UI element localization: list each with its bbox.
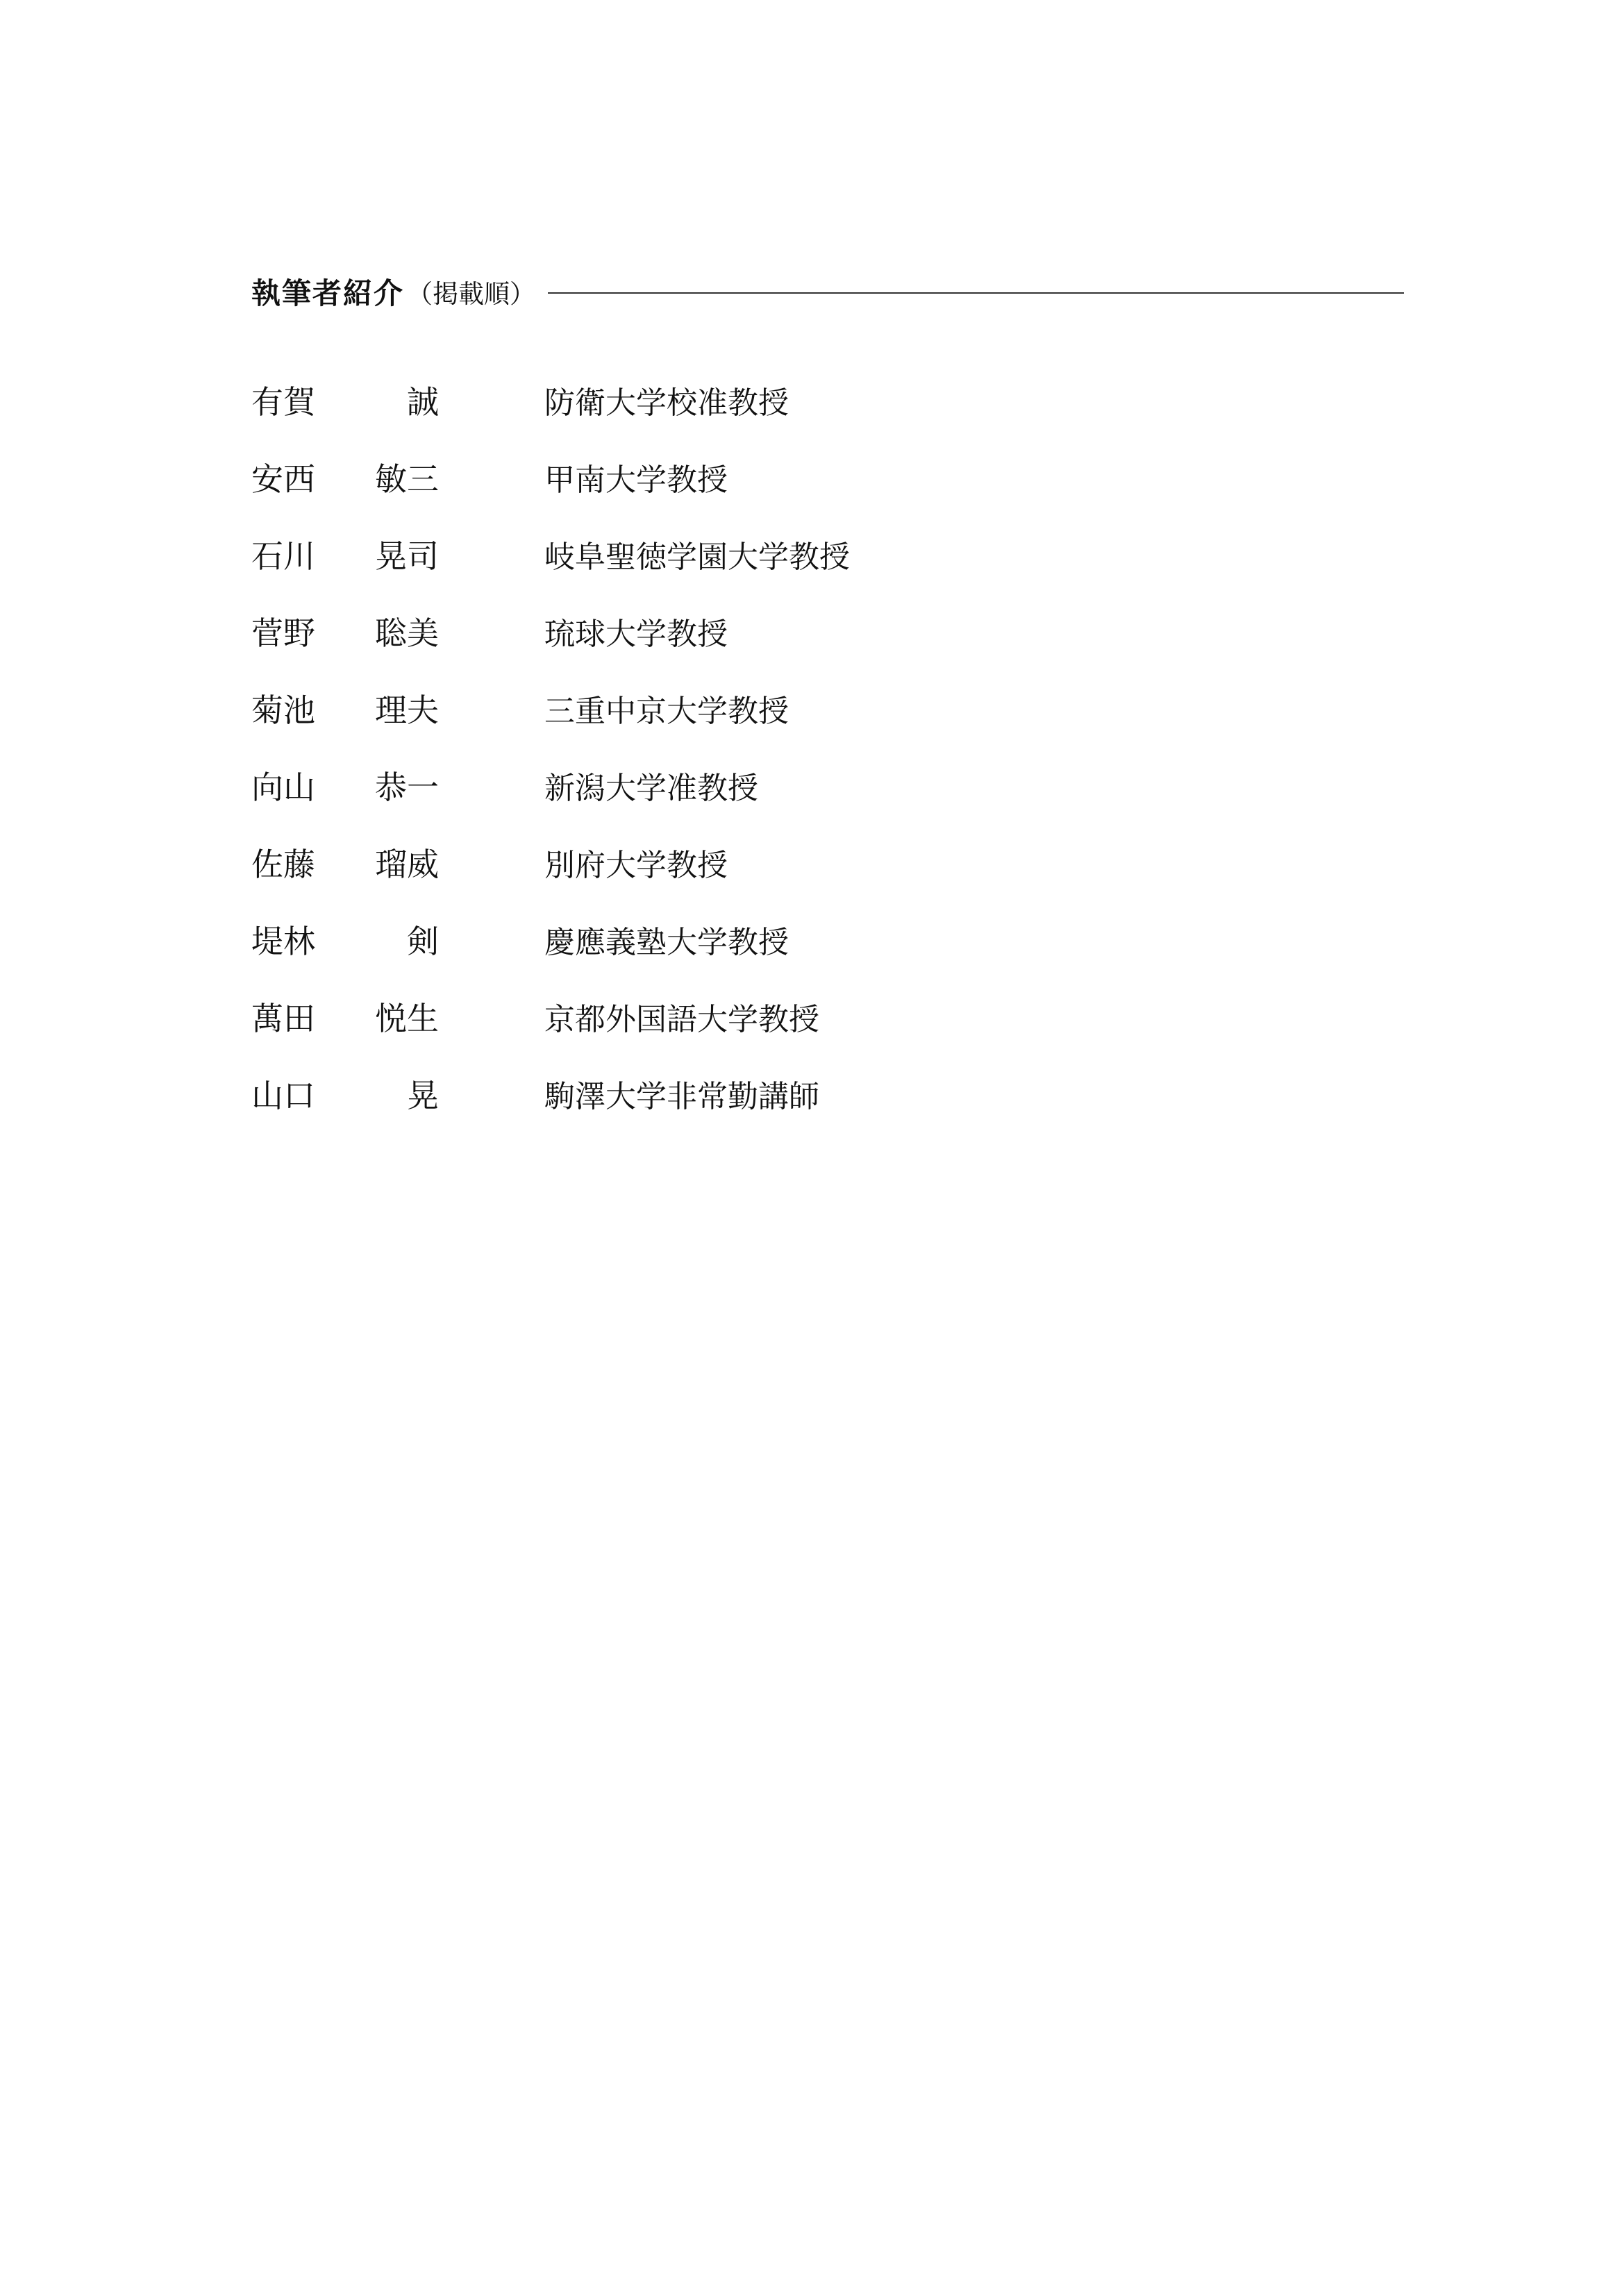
contributor-affiliation: 慶應義塾大学教授	[544, 924, 789, 960]
section-subtitle: （掲載順）	[407, 279, 536, 309]
contributor-surname: 佐藤	[251, 845, 315, 883]
contributor-given-name: 誠	[407, 383, 439, 421]
contributor-given-name: 理夫	[375, 691, 439, 729]
heading-rule	[548, 292, 1404, 294]
contributor-row	[251, 746, 1293, 823]
contributor-surname: 安西	[251, 460, 315, 498]
contributor-list	[251, 361, 1293, 1132]
section-heading	[251, 267, 1404, 316]
contributor-row	[251, 592, 1293, 669]
contributor-surname: 石川	[251, 537, 315, 575]
contributor-affiliation: 新潟大学准教授	[544, 770, 758, 806]
contributor-given-name: 瑠威	[375, 845, 439, 883]
contributor-surname: 向山	[251, 768, 315, 806]
contributor-affiliation: 防衛大学校准教授	[544, 385, 789, 421]
contributor-given-name: 聡美	[375, 614, 439, 652]
contributor-given-name: 敏三	[375, 460, 439, 498]
contributor-affiliation: 別府大学教授	[544, 847, 728, 883]
contributor-surname: 菅野	[251, 614, 315, 652]
contributor-given-name: 恭一	[375, 768, 439, 806]
contributor-row	[251, 515, 1293, 592]
contributor-surname: 有賀	[251, 383, 315, 421]
contributor-affiliation: 三重中京大学教授	[544, 693, 789, 729]
contributor-given-name: 剣	[407, 922, 439, 960]
contributor-surname: 菊池	[251, 691, 315, 729]
contributor-given-name: 悦生	[375, 999, 439, 1037]
contributor-row	[251, 823, 1293, 900]
contributor-given-name: 晃	[407, 1076, 439, 1114]
contributor-row	[251, 438, 1293, 515]
contributor-surname: 堤林	[251, 922, 315, 960]
contributor-affiliation: 岐阜聖徳学園大学教授	[544, 539, 850, 575]
contributor-row	[251, 978, 1293, 1055]
contributor-surname: 山口	[251, 1076, 315, 1114]
contributor-affiliation: 琉球大学教授	[544, 616, 728, 652]
contributor-row	[251, 361, 1293, 438]
contributor-row	[251, 1055, 1293, 1132]
section-title: 執筆者紹介	[251, 276, 405, 310]
contributor-affiliation: 甲南大学教授	[544, 462, 728, 498]
contributor-affiliation: 駒澤大学非常勤講師	[544, 1078, 819, 1114]
contributor-affiliation: 京都外国語大学教授	[544, 1001, 819, 1037]
contributor-row	[251, 900, 1293, 978]
contributor-given-name: 晃司	[375, 537, 439, 575]
contributor-row	[251, 669, 1293, 746]
contributor-surname: 萬田	[251, 999, 315, 1037]
